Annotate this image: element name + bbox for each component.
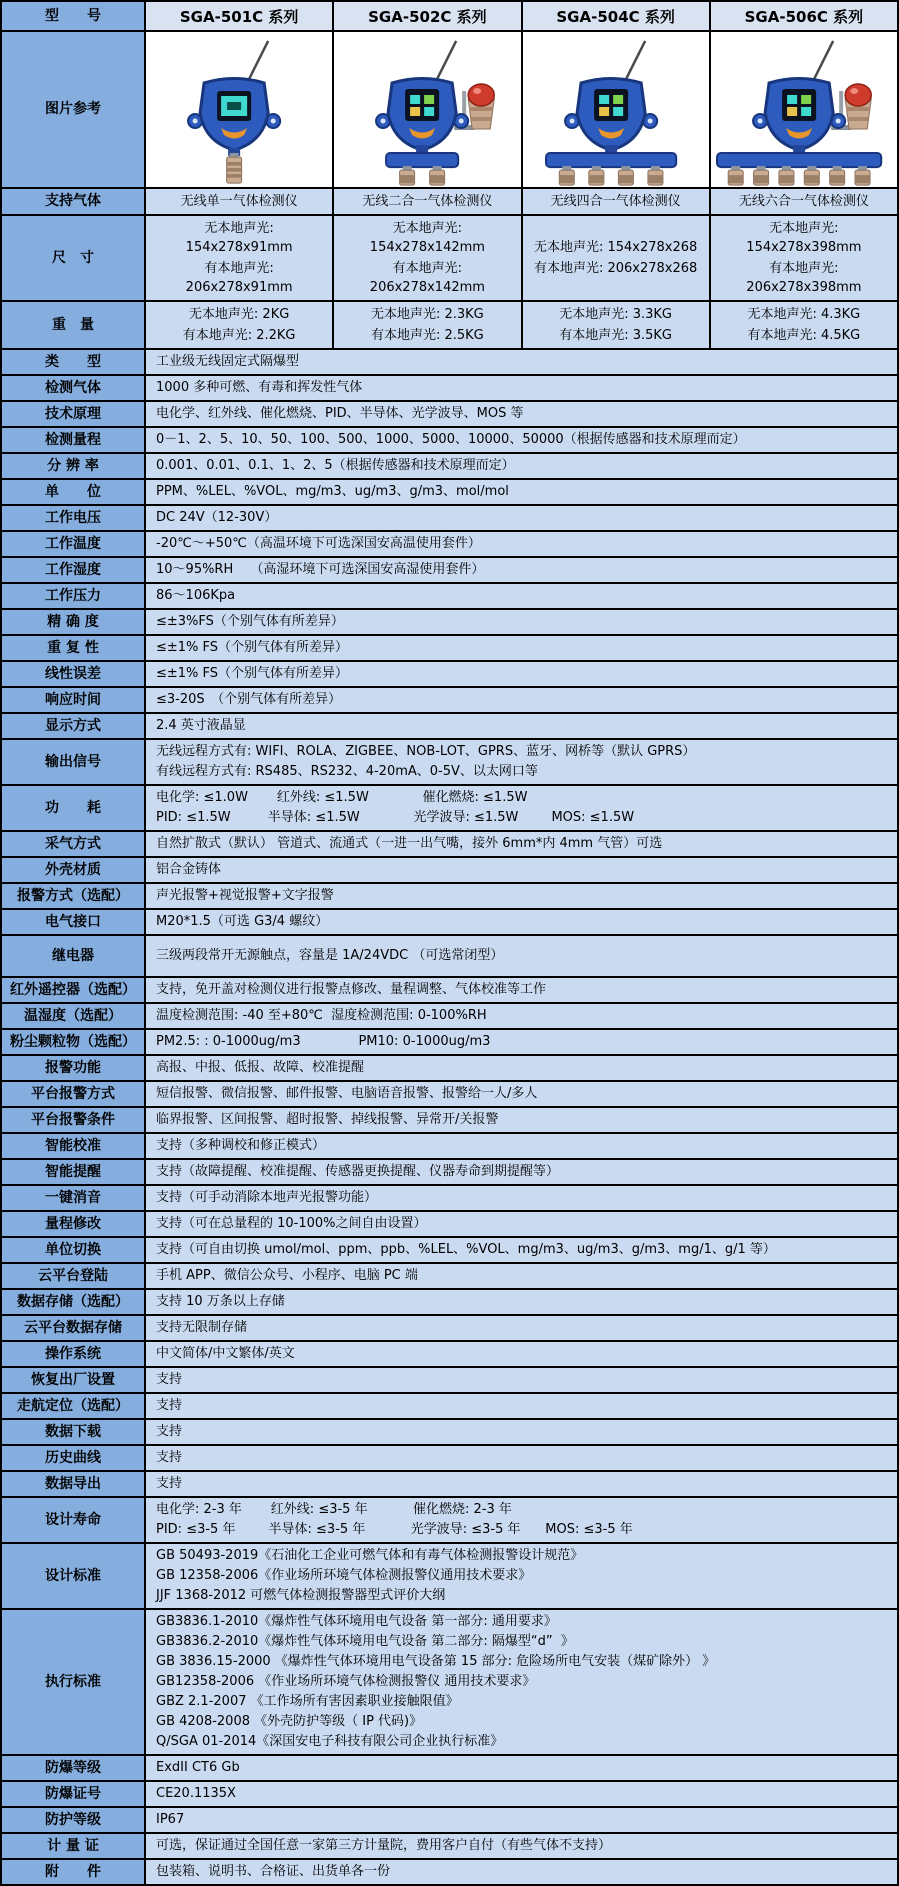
spec-value-cell bbox=[146, 1290, 897, 1314]
row-one-key-mute bbox=[2, 1186, 897, 1212]
spec-value-line: 支持无限制存储 bbox=[156, 1320, 248, 1335]
row-size bbox=[2, 216, 897, 302]
spec-value-cell bbox=[146, 532, 897, 556]
gas-value-line: 无线四合一气体检测仪 bbox=[550, 194, 681, 209]
spec-value-line: DC 24V（12-30V） bbox=[156, 510, 278, 525]
spec-value-cell bbox=[146, 1160, 897, 1184]
row-repeatability bbox=[2, 636, 897, 662]
row-relay bbox=[2, 936, 897, 978]
spec-value-cell bbox=[146, 858, 897, 882]
spec-value-line: 支持（可手动消除本地声光报警功能） bbox=[156, 1190, 378, 1205]
row-label: 重 复 性 bbox=[2, 636, 146, 660]
spec-value-line: 包装箱、说明书、合格证、出货单各一份 bbox=[156, 1864, 391, 1879]
spec-value-line: 三级两段常开无源触点，容量是 1A/24VDC （可选常闭型） bbox=[156, 948, 504, 963]
row-label: 工作湿度 bbox=[2, 558, 146, 582]
row-data-download bbox=[2, 1420, 897, 1446]
weight-value-line: 有本地声光: 2.5KG bbox=[370, 328, 484, 343]
row-factory-reset bbox=[2, 1368, 897, 1394]
model-header-cell: SGA-502C 系列 bbox=[334, 2, 522, 30]
row-label: 计 量 证 bbox=[2, 1834, 146, 1858]
spec-value-line: GB3836.1-2010《爆炸性气体环境用电气设备 第一部分: 通用要求》 bbox=[156, 1614, 557, 1629]
spec-value-line: PM2.5: : 0-1000ug/m3 PM10: 0-1000ug/m3 bbox=[156, 1034, 491, 1049]
spec-value-line: GB 4208-2008 《外壳防护等级（ IP 代码)》 bbox=[156, 1714, 423, 1729]
spec-value-line: 可选，保证通过全国任意一家第三方计量院，费用客户自付（有些气体不支持） bbox=[156, 1838, 612, 1853]
spec-value-line: ≤±3%FS（个别气体有所差异） bbox=[156, 614, 344, 629]
size-value-line: 无本地声光: 154x278x268 bbox=[533, 240, 698, 255]
gas-value-cell bbox=[523, 189, 711, 214]
spec-value-line: ≤±1% FS（个别气体有所差异） bbox=[156, 666, 349, 681]
row-label: 响应时间 bbox=[2, 688, 146, 712]
row-label: 线性误差 bbox=[2, 662, 146, 686]
spec-value-line: PPM、%LEL、%VOL、mg/m3、ug/m3、g/m3、mol/mol bbox=[156, 484, 509, 499]
row-ir-remote bbox=[2, 978, 897, 1004]
row-output bbox=[2, 740, 897, 786]
row-label: 工作温度 bbox=[2, 532, 146, 556]
spec-value-line: 支持（多种调校和修正模式） bbox=[156, 1138, 326, 1153]
row-label: 重 量 bbox=[2, 302, 146, 348]
spec-value-line: 支持 bbox=[156, 1398, 183, 1413]
spec-value-line: 铝合金铸体 bbox=[156, 862, 222, 877]
row-data-storage bbox=[2, 1290, 897, 1316]
spec-value-cell bbox=[146, 936, 897, 976]
spec-value-cell bbox=[146, 1782, 897, 1806]
row-temp-hum bbox=[2, 1004, 897, 1030]
spec-value-line: ExdII CT6 Gb bbox=[156, 1760, 240, 1775]
row-design-life bbox=[2, 1498, 897, 1544]
row-accessories bbox=[2, 1860, 897, 1884]
spec-value-line: 温度检测范围: -40 至+80℃ 湿度检测范围: 0-100%RH bbox=[156, 1008, 487, 1023]
spec-value-cell bbox=[146, 1082, 897, 1106]
row-cloud-storage bbox=[2, 1316, 897, 1342]
row-label: 平台报警条件 bbox=[2, 1108, 146, 1132]
spec-value-line: 高报、中报、低报、故障、校准提醒 bbox=[156, 1060, 365, 1075]
spec-value-cell bbox=[146, 376, 897, 400]
row-label: 防爆等级 bbox=[2, 1756, 146, 1780]
row-label: 云平台登陆 bbox=[2, 1264, 146, 1288]
row-range bbox=[2, 428, 897, 454]
spec-value-line: 声光报警+视觉报警+文字报警 bbox=[156, 888, 334, 903]
spec-value-cell bbox=[146, 454, 897, 478]
spec-value-line: M20*1.5（可选 G3/4 螺纹） bbox=[156, 914, 329, 929]
row-label: 继电器 bbox=[2, 936, 146, 976]
spec-value-line: ≤±1% FS（个别气体有所差异） bbox=[156, 640, 349, 655]
spec-value-cell bbox=[146, 1056, 897, 1080]
spec-value-line: 支持（故障提醒、校准提醒、传感器更换提醒、仪器寿命到期提醒等） bbox=[156, 1164, 560, 1179]
row-label: 检测气体 bbox=[2, 376, 146, 400]
spec-value-cell bbox=[146, 1004, 897, 1028]
spec-value-line: ≤3-20S （个别气体有所差异） bbox=[156, 692, 342, 707]
row-label: 外壳材质 bbox=[2, 858, 146, 882]
row-label: 图片参考 bbox=[2, 32, 146, 187]
row-alarm-func bbox=[2, 1056, 897, 1082]
row-label: 报警方式（选配） bbox=[2, 884, 146, 908]
spec-value-line: 0.001、0.01、0.1、1、2、5（根据传感器和技术原理而定） bbox=[156, 458, 515, 473]
row-data-export bbox=[2, 1472, 897, 1498]
device-image-sga-504c bbox=[523, 32, 711, 187]
spec-value-cell bbox=[146, 584, 897, 608]
spec-value-cell bbox=[146, 1316, 897, 1340]
row-label: 技术原理 bbox=[2, 402, 146, 426]
spec-value-line: GB12358-2006 《作业场所环境气体检测报警仪 通用技术要求》 bbox=[156, 1674, 536, 1689]
spec-value-cell bbox=[146, 714, 897, 738]
row-response bbox=[2, 688, 897, 714]
row-unit bbox=[2, 480, 897, 506]
row-label: 采气方式 bbox=[2, 832, 146, 856]
row-voltage bbox=[2, 506, 897, 532]
spec-value-cell bbox=[146, 1030, 897, 1054]
size-value-cell bbox=[711, 216, 897, 300]
gas-value-cell bbox=[146, 189, 334, 214]
spec-value-cell bbox=[146, 1544, 897, 1608]
row-ip-grade bbox=[2, 1808, 897, 1834]
spec-value-cell bbox=[146, 662, 897, 686]
row-exec-standard bbox=[2, 1610, 897, 1756]
size-value-line: 有本地声光: 206x278x398mm bbox=[746, 261, 862, 295]
row-label: 电气接口 bbox=[2, 910, 146, 934]
spec-value-line: 1000 多种可燃、有毒和挥发性气体 bbox=[156, 380, 363, 395]
spec-value-line: 临界报警、区间报警、超时报警、掉线报警、异常开/关报警 bbox=[156, 1112, 499, 1127]
spec-value-line: -20℃～+50℃（高温环境下可选深国安高温使用套件） bbox=[156, 536, 481, 551]
size-value-line: 无本地声光: 154x278x398mm bbox=[746, 221, 862, 255]
model-header-cell: SGA-504C 系列 bbox=[523, 2, 711, 30]
row-label: 粉尘颗粒物（选配） bbox=[2, 1030, 146, 1054]
spec-value-cell bbox=[146, 1368, 897, 1392]
spec-value-cell bbox=[146, 636, 897, 660]
row-detect-gas bbox=[2, 376, 897, 402]
row-alarm-mode bbox=[2, 884, 897, 910]
spec-value-line: 支持 bbox=[156, 1450, 183, 1465]
row-label: 附 件 bbox=[2, 1860, 146, 1884]
spec-value-line: JJF 1368-2012 可燃气体检测报警器型式评价大纲 bbox=[156, 1588, 446, 1603]
spec-value-cell bbox=[146, 832, 897, 856]
row-nav-location bbox=[2, 1394, 897, 1420]
spec-value-line: GB 12358-2006《作业场所环境气体检测报警仪通用技术要求》 bbox=[156, 1568, 532, 1583]
device-image-sga-502c bbox=[334, 32, 522, 187]
row-shell bbox=[2, 858, 897, 884]
spec-value-line: GBZ 2.1-2007 《工作场所有害因素职业接触限值》 bbox=[156, 1694, 459, 1709]
spec-value-cell bbox=[146, 402, 897, 426]
row-label: 执行标准 bbox=[2, 1610, 146, 1754]
row-label: 分 辨 率 bbox=[2, 454, 146, 478]
row-design-standard bbox=[2, 1544, 897, 1610]
spec-value-line: 中文简体/中文繁体/英文 bbox=[156, 1346, 295, 1361]
row-label: 检测量程 bbox=[2, 428, 146, 452]
spec-value-line: 2.4 英寸液晶显 bbox=[156, 718, 246, 733]
row-label: 类 型 bbox=[2, 350, 146, 374]
size-value-line: 有本地声光: 206x278x91mm bbox=[185, 261, 293, 295]
spec-value-line: 86～106Kpa bbox=[156, 588, 236, 603]
row-unit-switch bbox=[2, 1238, 897, 1264]
spec-value-line: 支持，免开盖对检测仪进行报警点修改、量程调整、气体校准等工作 bbox=[156, 982, 547, 997]
spec-value-line: CE20.1135X bbox=[156, 1786, 236, 1801]
row-smart-cal bbox=[2, 1134, 897, 1160]
row-label: 设计寿命 bbox=[2, 1498, 146, 1542]
row-principle bbox=[2, 402, 897, 428]
spec-value-cell bbox=[146, 1108, 897, 1132]
row-range-modify bbox=[2, 1212, 897, 1238]
spec-value-line: 有线远程方式有: RS485、RS232、4-20mA、0-5V、以太网口等 bbox=[156, 764, 538, 779]
spec-value-cell bbox=[146, 1186, 897, 1210]
spec-value-cell bbox=[146, 740, 897, 784]
spec-value-cell bbox=[146, 610, 897, 634]
row-label: 操作系统 bbox=[2, 1342, 146, 1366]
row-label: 设计标准 bbox=[2, 1544, 146, 1608]
spec-value-line: 支持 10 万条以上存储 bbox=[156, 1294, 285, 1309]
weight-value-line: 有本地声光: 2.2KG bbox=[182, 328, 296, 343]
row-os bbox=[2, 1342, 897, 1368]
row-exproof-grade bbox=[2, 1756, 897, 1782]
row-dust bbox=[2, 1030, 897, 1056]
row-label: 智能提醒 bbox=[2, 1160, 146, 1184]
row-electrical-port bbox=[2, 910, 897, 936]
spec-value-line: 支持 bbox=[156, 1372, 183, 1387]
weight-value-cell bbox=[523, 302, 711, 348]
row-label: 显示方式 bbox=[2, 714, 146, 738]
row-platform-alarm-mode bbox=[2, 1082, 897, 1108]
device-image-sga-501c bbox=[146, 32, 334, 187]
spec-value-cell bbox=[146, 1498, 897, 1542]
row-label: 支持气体 bbox=[2, 189, 146, 214]
row-label: 智能校准 bbox=[2, 1134, 146, 1158]
size-value-line: 无本地声光: 154x278x142mm bbox=[369, 221, 485, 255]
row-label: 平台报警方式 bbox=[2, 1082, 146, 1106]
size-value-cell bbox=[523, 216, 711, 300]
model-header-cell: SGA-506C 系列 bbox=[711, 2, 897, 30]
weight-value-cell bbox=[146, 302, 334, 348]
model-header-cell: SGA-501C 系列 bbox=[146, 2, 334, 30]
spec-value-line: 无线远程方式有: WIFI、ROLA、ZIGBEE、NOB-LOT、GPRS、蓝牙、网桥等（默认 GPRS） bbox=[156, 744, 696, 759]
row-temperature bbox=[2, 532, 897, 558]
spec-value-cell bbox=[146, 558, 897, 582]
weight-value-cell bbox=[711, 302, 897, 348]
spec-value-cell bbox=[146, 1860, 897, 1884]
row-label: 工作压力 bbox=[2, 584, 146, 608]
row-resolution bbox=[2, 454, 897, 480]
row-label: 数据下载 bbox=[2, 1420, 146, 1444]
row-metering-cert bbox=[2, 1834, 897, 1860]
spec-value-line: 工业级无线固定式隔爆型 bbox=[156, 354, 300, 369]
spec-value-line: GB3836.2-2010《爆炸性气体环境用电气设备 第二部分: 隔爆型“d” 》 bbox=[156, 1634, 574, 1649]
row-label: 数据存储（选配） bbox=[2, 1290, 146, 1314]
model-row-label: 型 号 bbox=[2, 2, 146, 30]
spec-value-cell bbox=[146, 1342, 897, 1366]
spec-value-line: GB 3836.15-2000 《爆炸性气体环境用电气设备第 15 部分: 危险场所电气安装（煤矿除外） 》 bbox=[156, 1654, 716, 1669]
row-label: 单 位 bbox=[2, 480, 146, 504]
spec-value-cell bbox=[146, 1610, 897, 1754]
row-label: 防爆证号 bbox=[2, 1782, 146, 1806]
spec-value-line: 手机 APP、微信公众号、小程序、电脑 PC 端 bbox=[156, 1268, 418, 1283]
spec-value-line: 电化学: 2-3 年 红外线: ≤3-5 年 催化燃烧: 2-3 年 bbox=[156, 1502, 512, 1517]
spec-value-cell bbox=[146, 1446, 897, 1470]
spec-value-cell bbox=[146, 786, 897, 830]
row-label: 精 确 度 bbox=[2, 610, 146, 634]
spec-value-cell bbox=[146, 350, 897, 374]
spec-value-line: 支持（可自由切换 umol/mol、ppm、ppb、%LEL、%VOL、mg/m3、ug/m3、g/m3、mg/1、g/1 等） bbox=[156, 1242, 776, 1257]
row-label: 一键消音 bbox=[2, 1186, 146, 1210]
size-value-line: 无本地声光: 154x278x91mm bbox=[185, 221, 293, 255]
row-exproof-cert bbox=[2, 1782, 897, 1808]
spec-value-cell bbox=[146, 1238, 897, 1262]
row-label: 恢复出厂设置 bbox=[2, 1368, 146, 1392]
spec-value-cell bbox=[146, 978, 897, 1002]
row-linearity bbox=[2, 662, 897, 688]
weight-value-line: 无本地声光: 3.3KG bbox=[559, 307, 673, 322]
weight-value-line: 有本地声光: 3.5KG bbox=[559, 328, 673, 343]
model-header-row bbox=[2, 2, 897, 32]
spec-value-cell bbox=[146, 428, 897, 452]
spec-value-cell bbox=[146, 1134, 897, 1158]
spec-value-line: PID: ≤1.5W 半导体: ≤1.5W 光学波导: ≤1.5W MOS: ≤1.5W bbox=[156, 810, 635, 825]
row-weight bbox=[2, 302, 897, 350]
row-sampling bbox=[2, 832, 897, 858]
spec-value-cell bbox=[146, 1808, 897, 1832]
spec-value-cell bbox=[146, 1756, 897, 1780]
spec-value-line: 支持 bbox=[156, 1424, 183, 1439]
row-label: 量程修改 bbox=[2, 1212, 146, 1236]
spec-value-line: 0－1、2、5、10、50、100、500、1000、5000、10000、50000（根据传感器和技术原理而定） bbox=[156, 432, 746, 447]
spec-value-cell bbox=[146, 1394, 897, 1418]
weight-value-line: 无本地声光: 2KG bbox=[188, 307, 290, 322]
spec-value-line: 电化学: ≤1.0W 红外线: ≤1.5W 催化燃烧: ≤1.5W bbox=[156, 790, 528, 805]
row-label: 红外遥控器（选配） bbox=[2, 978, 146, 1002]
row-label: 防护等级 bbox=[2, 1808, 146, 1832]
weight-value-line: 有本地声光: 4.5KG bbox=[747, 328, 861, 343]
row-label: 工作电压 bbox=[2, 506, 146, 530]
spec-value-cell bbox=[146, 884, 897, 908]
spec-value-line: PID: ≤3-5 年 半导体: ≤3-5 年 光学波导: ≤3-5 年 MOS: ≤3-5 年 bbox=[156, 1522, 633, 1537]
row-history-curve bbox=[2, 1446, 897, 1472]
row-smart-remind bbox=[2, 1160, 897, 1186]
gas-value-cell bbox=[711, 189, 897, 214]
weight-value-line: 无本地声光: 2.3KG bbox=[370, 307, 484, 322]
size-value-cell bbox=[146, 216, 334, 300]
weight-value-cell bbox=[334, 302, 522, 348]
row-label: 温湿度（选配） bbox=[2, 1004, 146, 1028]
spec-value-cell bbox=[146, 910, 897, 934]
spec-value-cell bbox=[146, 1264, 897, 1288]
row-platform-alarm-cond bbox=[2, 1108, 897, 1134]
size-value-cell bbox=[334, 216, 522, 300]
spec-value-line: 短信报警、微信报警、邮件报警、电脑语音报警、报警给一人/多人 bbox=[156, 1086, 538, 1101]
spec-value-line: 电化学、红外线、催化燃烧、PID、半导体、光学波导、MOS 等 bbox=[156, 406, 524, 421]
weight-value-line: 无本地声光: 4.3KG bbox=[747, 307, 861, 322]
spec-value-line: 支持（可在总量程的 10-100%之间自由设置） bbox=[156, 1216, 427, 1231]
spec-value-cell bbox=[146, 688, 897, 712]
row-label: 历史曲线 bbox=[2, 1446, 146, 1470]
gas-value-cell bbox=[334, 189, 522, 214]
image-reference-row bbox=[2, 32, 897, 189]
row-label: 数据导出 bbox=[2, 1472, 146, 1496]
row-label: 尺 寸 bbox=[2, 216, 146, 300]
row-label: 云平台数据存储 bbox=[2, 1316, 146, 1340]
row-humidity bbox=[2, 558, 897, 584]
row-label: 单位切换 bbox=[2, 1238, 146, 1262]
spec-value-line: GB 50493-2019《石油化工企业可燃气体和有毒气体检测报警设计规范》 bbox=[156, 1548, 584, 1563]
spec-value-line: 自然扩散式（默认） 管道式、流通式（一进一出气嘴，接外 6mm*内 4mm 气管）可选 bbox=[156, 836, 663, 851]
spec-value-cell bbox=[146, 480, 897, 504]
spec-value-cell bbox=[146, 1472, 897, 1496]
spec-value-line: IP67 bbox=[156, 1812, 185, 1827]
row-type bbox=[2, 350, 897, 376]
spec-value-line: Q/SGA 01-2014《深国安电子科技有限公司企业执行标准》 bbox=[156, 1734, 504, 1749]
spec-value-line: 支持 bbox=[156, 1476, 183, 1491]
gas-value-line: 无线二合一气体检测仪 bbox=[362, 194, 493, 209]
row-label: 报警功能 bbox=[2, 1056, 146, 1080]
row-power bbox=[2, 786, 897, 832]
row-pressure bbox=[2, 584, 897, 610]
row-cloud-login bbox=[2, 1264, 897, 1290]
size-value-line: 有本地声光: 206x278x142mm bbox=[369, 261, 485, 295]
gas-value-line: 无线单一气体检测仪 bbox=[180, 194, 298, 209]
spec-value-cell bbox=[146, 1212, 897, 1236]
row-display bbox=[2, 714, 897, 740]
row-accuracy bbox=[2, 610, 897, 636]
spec-value-cell bbox=[146, 1834, 897, 1858]
spec-value-cell bbox=[146, 1420, 897, 1444]
row-label: 走航定位（选配） bbox=[2, 1394, 146, 1418]
spec-value-cell bbox=[146, 506, 897, 530]
row-gas bbox=[2, 189, 897, 216]
device-image-sga-506c bbox=[711, 32, 897, 187]
spec-value-line: 10～95%RH （高湿环境下可选深国安高湿使用套件） bbox=[156, 562, 485, 577]
size-value-line: 有本地声光: 206x278x268 bbox=[533, 261, 698, 276]
row-label: 输出信号 bbox=[2, 740, 146, 784]
gas-value-line: 无线六合一气体检测仪 bbox=[738, 194, 869, 209]
row-label: 功 耗 bbox=[2, 786, 146, 830]
